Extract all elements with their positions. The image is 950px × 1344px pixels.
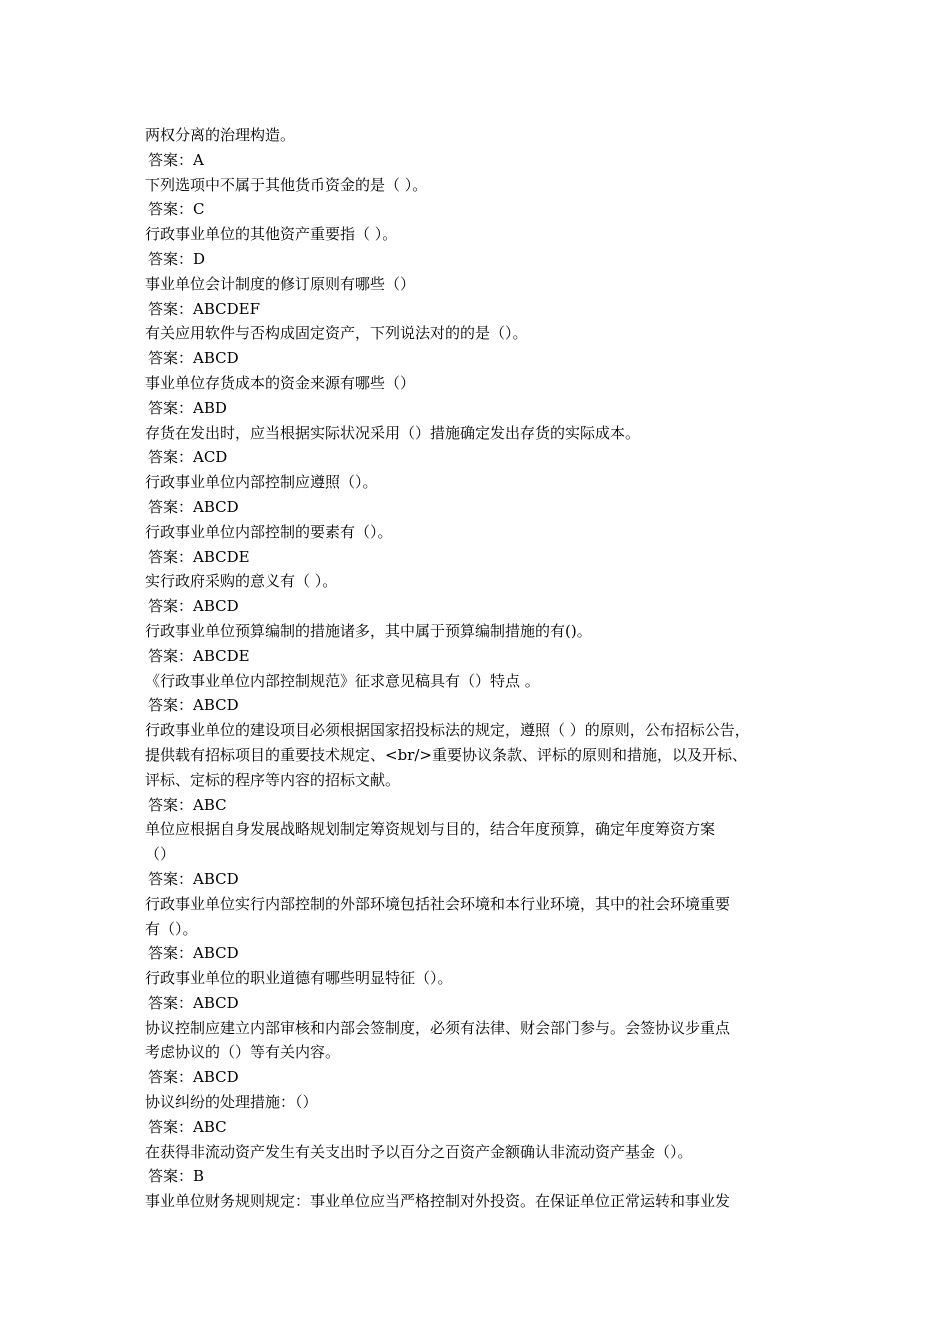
question-line: 有关应用软件与否构成固定资产，下列说法对的的是（）。 — [145, 324, 528, 343]
question-line: 事业单位会计制度的修订原则有哪些（） — [145, 274, 416, 293]
question-line: 事业单位存货成本的资金来源有哪些（） — [145, 373, 416, 392]
question-line: 事业单位财务规则规定：事业单位应当严格控制对外投资。在保证单位正常运转和事业发 — [145, 1192, 731, 1211]
answer-line: 答案：ABCD — [148, 993, 239, 1012]
answer-line: 答案：ABCD — [148, 349, 239, 368]
question-line: 提供载有招标项目的重要技术规定、<br/>重要协议条款、评标的原则和措施，以及开标、 — [145, 745, 747, 764]
answer-line: 答案：ABCD — [148, 597, 239, 616]
answer-line: 答案：ABD — [148, 398, 227, 417]
question-line: 行政事业单位的职业道德有哪些明显特征（）。 — [145, 969, 453, 988]
question-line: 行政事业单位实行内部控制的外部环境包括社会环境和本行业环境，其中的社会环境重要 — [145, 894, 731, 913]
answer-line: 答案：ABCD — [148, 497, 239, 516]
question-line: 协议控制应建立内部审核和内部会签制度，必须有法律、财会部门参与。会签协议步重点 — [145, 1018, 731, 1037]
answer-line: 答案：ABCD — [148, 869, 239, 888]
question-line: 存货在发出时，应当根据实际状况采用（）措施确定发出存货的实际成本。 — [145, 423, 641, 442]
question-line: 行政事业单位的建设项目必须根据国家招投标法的规定，遵照（ ）的原则，公布招标公告， — [145, 721, 750, 740]
question-line: 单位应根据自身发展战略规划制定筹资规划与目的，结合年度预算，确定年度筹资方案 — [145, 820, 716, 839]
question-line: 协议纠纷的处理措施：（） — [145, 1093, 318, 1112]
question-line: 评标、定标的程序等内容的招标文献。 — [145, 770, 401, 789]
answer-line: 答案：ACD — [148, 448, 228, 467]
question-line: 行政事业单位内部控制应遵照（）。 — [145, 473, 378, 492]
answer-line: 答案：ABCDEF — [148, 299, 260, 318]
question-line: 行政事业单位预算编制的措施诸多，其中属于预算编制措施的有()。 — [145, 621, 592, 640]
answer-line: 答案：ABCDE — [148, 547, 250, 566]
answer-line: 答案：ABCDE — [148, 646, 250, 665]
question-line: 行政事业单位内部控制的要素有（）。 — [145, 522, 393, 541]
answer-line: 答案：ABCD — [148, 696, 239, 715]
answer-line: 答案：C — [148, 200, 205, 219]
answer-line: 答案：ABC — [148, 795, 227, 814]
answer-line: 答案：ABCD — [148, 944, 239, 963]
question-line: 考虑协议的（）等有关内容。 — [145, 1043, 341, 1062]
question-line: 两权分离的治理构造。 — [145, 126, 296, 144]
question-line: 《行政事业单位内部控制规范》征求意见稿具有（）特点 。 — [145, 671, 540, 690]
answer-line: 答案：ABC — [148, 1117, 227, 1136]
question-line: （） — [145, 845, 176, 864]
question-line: 有（）。 — [145, 919, 198, 938]
answer-line: 答案：B — [148, 1167, 205, 1186]
answer-line: 答案：D — [148, 249, 206, 268]
document-body — [145, 123, 825, 1214]
question-line: 行政事业单位的其他资产重要指（ ）。 — [145, 225, 398, 244]
answer-line: 答案：A — [148, 150, 204, 169]
question-line: 实行政府采购的意义有（ ）。 — [145, 572, 338, 591]
question-line: 在获得非流动资产发生有关支出时予以百分之百资产金额确认非流动资产基金（）。 — [145, 1142, 693, 1161]
question-line: 下列选项中不属于其他货币资金的是（ ）。 — [145, 175, 428, 194]
answer-line: 答案：ABCD — [148, 1068, 239, 1087]
document-page — [145, 123, 825, 1214]
